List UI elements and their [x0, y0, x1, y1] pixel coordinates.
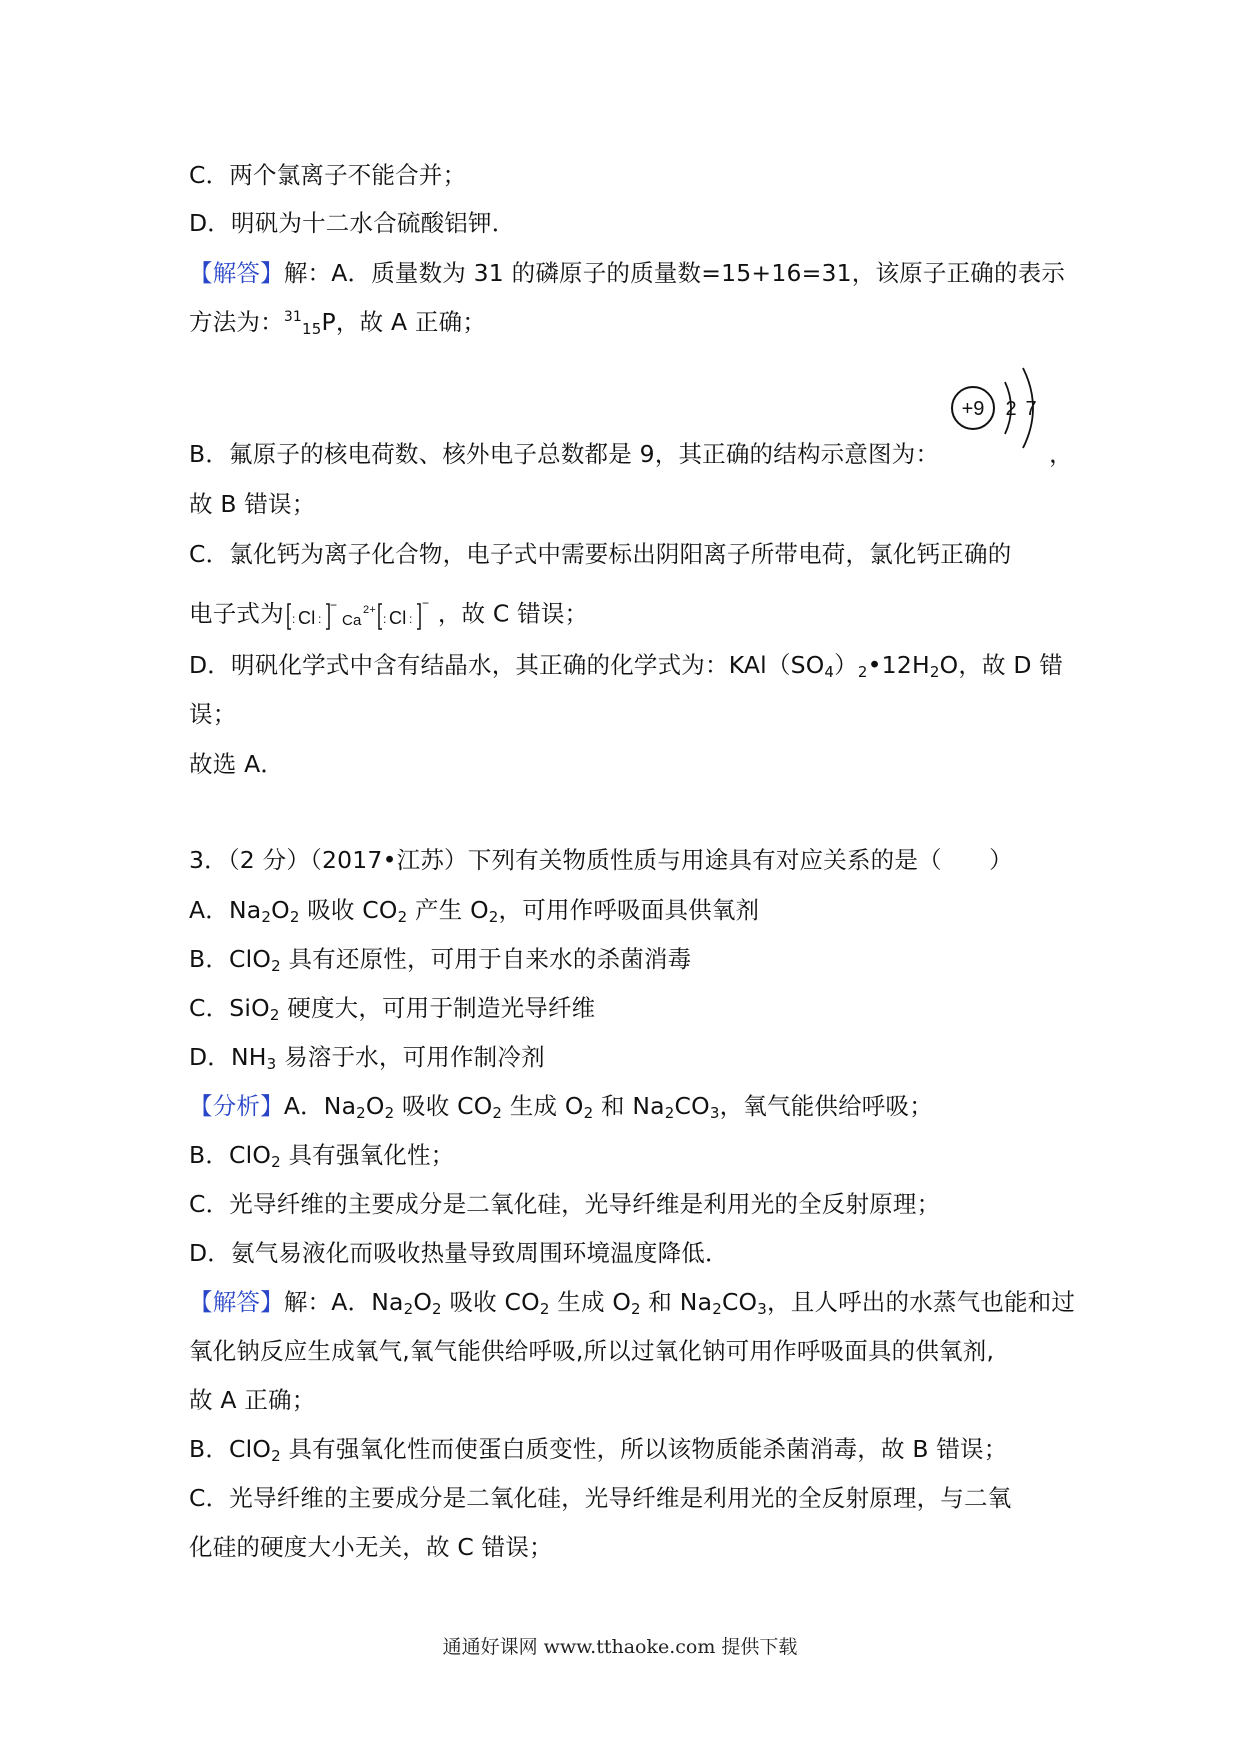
svg-text:−: − — [421, 596, 430, 610]
solution-line: 氧化钠反应生成氧气,氧气能供给呼吸,所以过氧化钠可用作呼吸面具的供氧剂, — [189, 1337, 995, 1365]
svg-text:Ca: Ca — [341, 612, 362, 629]
text-line: D．明矾为十二水合硫酸铝钾． — [189, 209, 516, 237]
analysis-line: C．光导纤维的主要成分是二氧化硅，光导纤维是利用光的全反射原理； — [189, 1190, 941, 1218]
text-line: 【解答】解：A．质量数为 31 的磷原子的质量数=15+16=31，该原子正确的表示 — [189, 259, 1066, 287]
solution-line: C．光导纤维的主要成分是二氧化硅，光导纤维是利用光的全反射原理，与二氧 — [189, 1484, 1012, 1512]
svg-text::: : — [317, 612, 322, 626]
answer-tag: 【解答】 — [189, 1288, 284, 1316]
text-line: 故选 A． — [189, 750, 285, 778]
svg-text:−: − — [329, 598, 338, 612]
text-line: D．明矾化学式中含有结晶水，其正确的化学式为：$KAl(SO_4)_2•12H_2O$，故 D 错 — [189, 651, 1064, 681]
text-line: 电子式为 : Cl : − Ca 2+ : Cl : − ，故 C 错误； — [189, 595, 588, 635]
shell-2-electrons: 7 — [1025, 398, 1037, 420]
shell-1-electrons: 2 — [1005, 398, 1017, 420]
svg-text::: : — [382, 612, 387, 626]
analysis-line: 【分析】A．$Na_2O_2$ 吸收 $CO_2$ 生成 $O_2$ 和 $Na_2CO_3$，氧气能供给呼吸； — [189, 1092, 933, 1122]
cacl2-electron-formula — [286, 595, 436, 635]
question-3-stem: 3．（2 分）（2017•江苏）下列有关物质性质与用途具有对应关系的是（ ） — [189, 846, 1013, 874]
option-a: A．$Na_2O_2$ 吸收 $CO_2$ 产生 $O_2$，可用作呼吸面具供氧剂 — [189, 896, 760, 926]
answer-tag: 【解答】 — [189, 259, 284, 287]
nucleus-charge: +9 — [961, 398, 985, 420]
text-line: 故 B 错误； — [189, 490, 316, 518]
solution-line: B．ClO$_2$ 具有强氧化性而使蛋白质变性，所以该物质能杀菌消毒，故 B 错误； — [189, 1435, 1008, 1465]
text-line: C．氯化钙为离子化合物，电子式中需要标出阴阳离子所带电荷，氯化钙正确的 — [189, 540, 1012, 568]
svg-text:Cl: Cl — [297, 608, 316, 628]
solution-line: 故 A 正确； — [189, 1386, 316, 1414]
svg-text::: : — [291, 612, 296, 626]
option-c: C．SiO$_2$ 硬度大，可用于制造光导纤维 — [189, 994, 596, 1024]
analysis-line: D．氨气易液化而吸收热量导致周围环境温度降低． — [189, 1239, 729, 1267]
solution-line: 【解答】解：A．$Na_2O_2$ 吸收 $CO_2$ 生成 $O_2$ 和 $Na_2CO_3$，且人呼出的水蒸气也能和过 — [189, 1288, 1076, 1318]
analysis-line: B．ClO$_2$ 具有强氧化性； — [189, 1141, 455, 1171]
svg-text:2+: 2+ — [362, 604, 376, 616]
text-line: B．氟原子的核电荷数、核外电子总数都是 9，其正确的结构示意图为： ， — [189, 440, 1073, 468]
page-footer: 通通好课网 www.tthaoke.com 提供下载 — [442, 1636, 798, 1658]
text-line: C．两个氯离子不能合并； — [189, 161, 467, 189]
solution-line: 化硅的硬度大小无关，故 C 错误； — [189, 1533, 553, 1561]
svg-text:Cl: Cl — [388, 608, 407, 628]
text-line: 误； — [189, 700, 237, 728]
svg-text::: : — [408, 612, 413, 626]
option-d: D．$NH_3$ 易溶于水，可用作制冷剂 — [189, 1043, 545, 1073]
option-b: B．ClO$_2$ 具有还原性，可用于自来水的杀菌消毒 — [189, 945, 692, 975]
analysis-tag: 【分析】 — [189, 1092, 284, 1120]
text-line: 方法为：$^{31}_{15}$P，故 A 正确； — [189, 308, 487, 338]
